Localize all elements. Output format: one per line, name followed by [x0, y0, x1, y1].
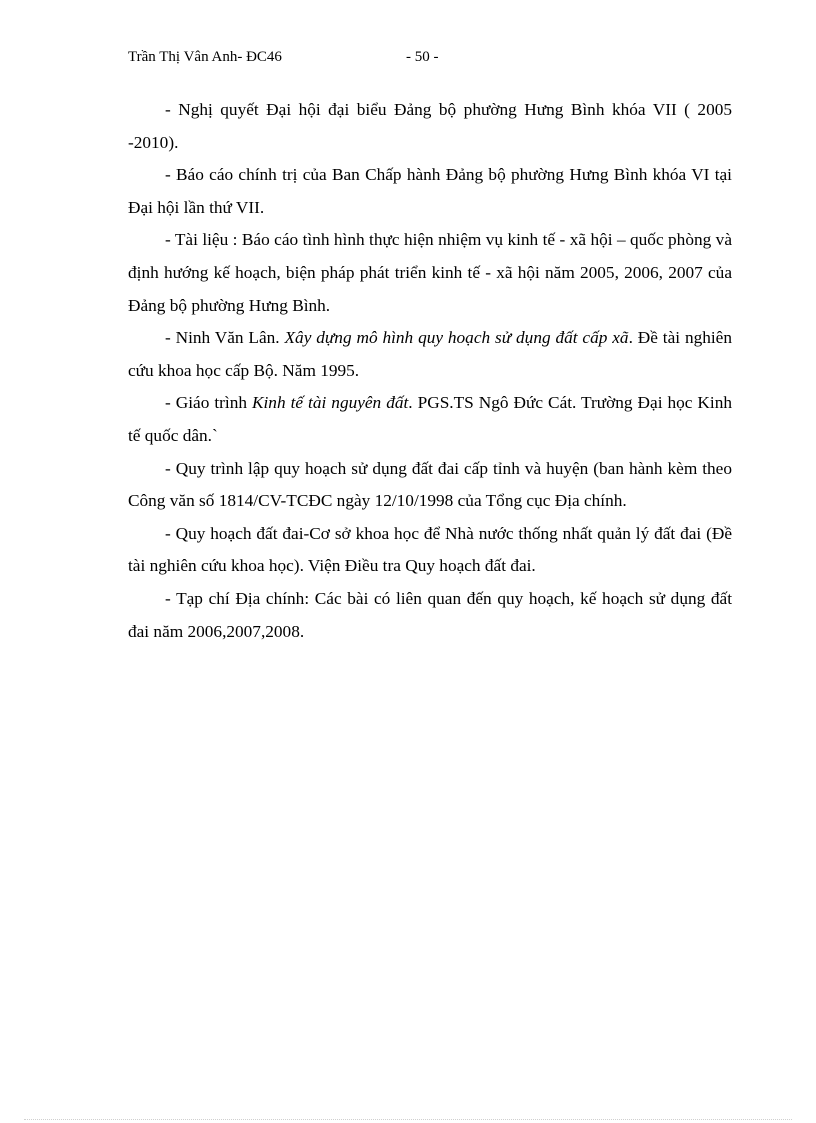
reference-list [128, 94, 732, 648]
reference-item-4-rest: . Đề tài nghiên cứu khoa học cấp Bộ. Năm 1995. [128, 328, 732, 380]
reference-item-3: - Tài liệu : Báo cáo tình hình thực hiện nhiệm vụ kinh tế - xã hội – quốc phòng và định hướng kế hoạch, biện pháp phát triển kinh tế - xã hội năm 2005, 2006, 2007 của Đảng bộ phường Hưng Bình. [128, 230, 732, 315]
reference-item-7: - Quy hoạch đất đai-Cơ sở khoa học để Nhà nước thống nhất quản lý đất đai (Đề tài nghiên cứu khoa học). Viện Điều tra Quy hoạch đất đai. [128, 523, 732, 576]
reference-item-5-title: Kinh tế tài nguyên đất [251, 393, 409, 413]
reference-item-6: - Quy trình lập quy hoạch sử dụng đất đai cấp tỉnh và huyện (ban hành kèm theo Công văn số 1814/CV-TCĐC ngày 12/10/1998 của Tổng cục Địa chính. [128, 458, 732, 511]
page-number: - 50 - [406, 49, 439, 65]
page-bottom-divider [24, 1119, 792, 1120]
page-header [128, 49, 728, 71]
reference-item-5-rest: . PGS.TS Ngô Đức Cát. Trường Đại học Kinh tế quốc dân.` [128, 393, 732, 445]
reference-item-5 [128, 387, 732, 452]
reference-item-4-title: Xây dựng mô hình quy hoạch sử dụng đất cấp xã [284, 328, 629, 348]
reference-item-2: - Báo cáo chính trị của Ban Chấp hành Đảng bộ phường Hưng Bình khóa VI tại Đại hội lần thứ VII. [128, 165, 732, 217]
reference-item-1: - Nghị quyết Đại hội đại biểu Đảng bộ phường Hưng Bình khóa VII ( 2005 -2010). [128, 100, 732, 152]
reference-item-8: - Tạp chí Địa chính: Các bài có liên quan đến quy hoạch, kế hoạch sử dụng đất đai năm 2006,2007,2008. [128, 588, 732, 641]
header-author: Trần Thị Vân Anh- ĐC46 [128, 49, 282, 65]
reference-item-4-lead: - Ninh Văn Lân. [165, 328, 285, 348]
reference-item-5-lead: - Giáo trình [165, 393, 252, 413]
reference-item-4 [128, 322, 732, 387]
